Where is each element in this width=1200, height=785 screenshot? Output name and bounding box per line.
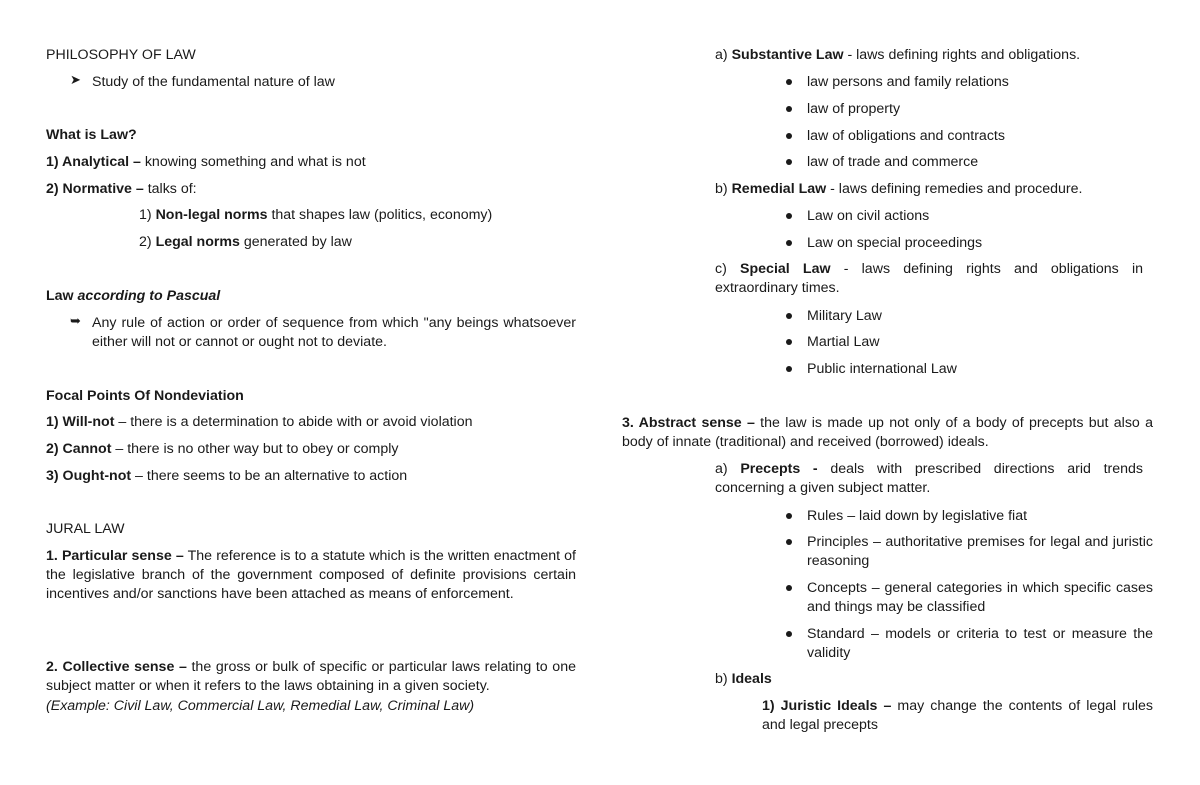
special-law-item: c) Special Law - laws defining rights and obligations in extraordinary times.: [715, 261, 1143, 296]
remedial-law-item: b) Remedial Law - laws defining remedies and procedure.: [715, 181, 1083, 197]
jural-law-heading: JURAL LAW: [46, 521, 125, 537]
bullet-dot-icon: [786, 240, 792, 246]
precepts-list-item: Principles – authoritative premises for legal and juristic reasoning: [807, 534, 1153, 569]
precepts-list-item: Concepts – general categories in which specific cases and things may be classified: [807, 580, 1153, 615]
bullet-dot-icon: [786, 585, 792, 591]
substantive-law-item: a) Substantive Law - laws defining rights and obligations.: [715, 47, 1081, 63]
remedial-list-item: Law on special proceedings: [807, 235, 983, 251]
bullet-dot-icon: [786, 366, 792, 372]
bullet-dot-icon: [786, 106, 792, 112]
special-list-item: Public international Law: [807, 361, 957, 377]
bullet-dot-icon: [786, 313, 792, 319]
bullet-dot-icon: [786, 513, 792, 519]
will-not-item: 1) Will-not – there is a determination to abide with or avoid violation: [46, 414, 473, 430]
bullet-dot-icon: [786, 133, 792, 139]
arrow-outline-bullet-icon: ➥: [70, 313, 81, 328]
precepts-item: a) Precepts - deals with prescribed directions arid trends concerning a given subject matter.: [715, 461, 1143, 496]
normative-item: 2) Normative – talks of:: [46, 181, 197, 197]
arrow-bullet-icon: ➤: [70, 72, 81, 87]
remedial-list-item: Law on civil actions: [807, 208, 930, 224]
collective-example: (Example: Civil Law, Commercial Law, Remedial Law, Criminal Law): [46, 698, 475, 714]
juristic-ideals-item: 1) Juristic Ideals – may change the contents of legal rules and legal precepts: [762, 698, 1153, 733]
focal-points-heading: Focal Points Of Nondeviation: [46, 388, 244, 404]
substantive-list-item: law of property: [807, 101, 901, 117]
substantive-list-item: law of obligations and contracts: [807, 128, 1005, 144]
philosophy-heading: PHILOSOPHY OF LAW: [46, 47, 196, 63]
analytical-item: 1) Analytical – knowing something and what is not: [46, 154, 366, 170]
particular-sense-paragraph: 1. Particular sense – The reference is to a statute which is the written enactment of the legislative branch of the government composed of definite provisions certain incentives and/or sanctions have been attached as means of enforcement.: [46, 548, 576, 602]
substantive-list-item: law of trade and commerce: [807, 154, 979, 170]
bullet-dot-icon: [786, 631, 792, 637]
abstract-sense-paragraph: 3. Abstract sense – the law is made up not only of a body of precepts but also a body of innate (traditional) and received (borrowed) ideals.: [622, 415, 1153, 450]
bullet-dot-icon: [786, 339, 792, 345]
what-is-law-heading: What is Law?: [46, 127, 137, 143]
pascual-definition: Any rule of action or order of sequence from which "any beings whatsoever either will not or cannot or ought not to deviate.: [92, 315, 576, 350]
precepts-list-item: Rules – laid down by legislative fiat: [807, 508, 1028, 524]
nonlegal-norms-item: 1) Non-legal norms that shapes law (politics, economy): [139, 207, 493, 223]
philosophy-definition: Study of the fundamental nature of law: [92, 74, 335, 90]
collective-sense-paragraph: 2. Collective sense – the gross or bulk of specific or particular laws relating to one subject matter or when it refers to the laws obtaining in a given society.: [46, 659, 576, 694]
substantive-list-item: law persons and family relations: [807, 74, 1009, 90]
cannot-item: 2) Cannot – there is no other way but to obey or comply: [46, 441, 399, 457]
bullet-dot-icon: [786, 213, 792, 219]
bullet-dot-icon: [786, 539, 792, 545]
precepts-list-item: Standard – models or criteria to test or measure the validity: [807, 626, 1153, 661]
special-list-item: Military Law: [807, 308, 882, 324]
legal-norms-item: 2) Legal norms generated by law: [139, 234, 352, 250]
bullet-dot-icon: [786, 159, 792, 165]
special-list-item: Martial Law: [807, 334, 880, 350]
pascual-heading: Law according to Pascual: [46, 288, 221, 304]
ideals-item: b) Ideals: [715, 671, 772, 687]
ought-not-item: 3) Ought-not – there seems to be an alternative to action: [46, 468, 408, 484]
bullet-dot-icon: [786, 79, 792, 85]
